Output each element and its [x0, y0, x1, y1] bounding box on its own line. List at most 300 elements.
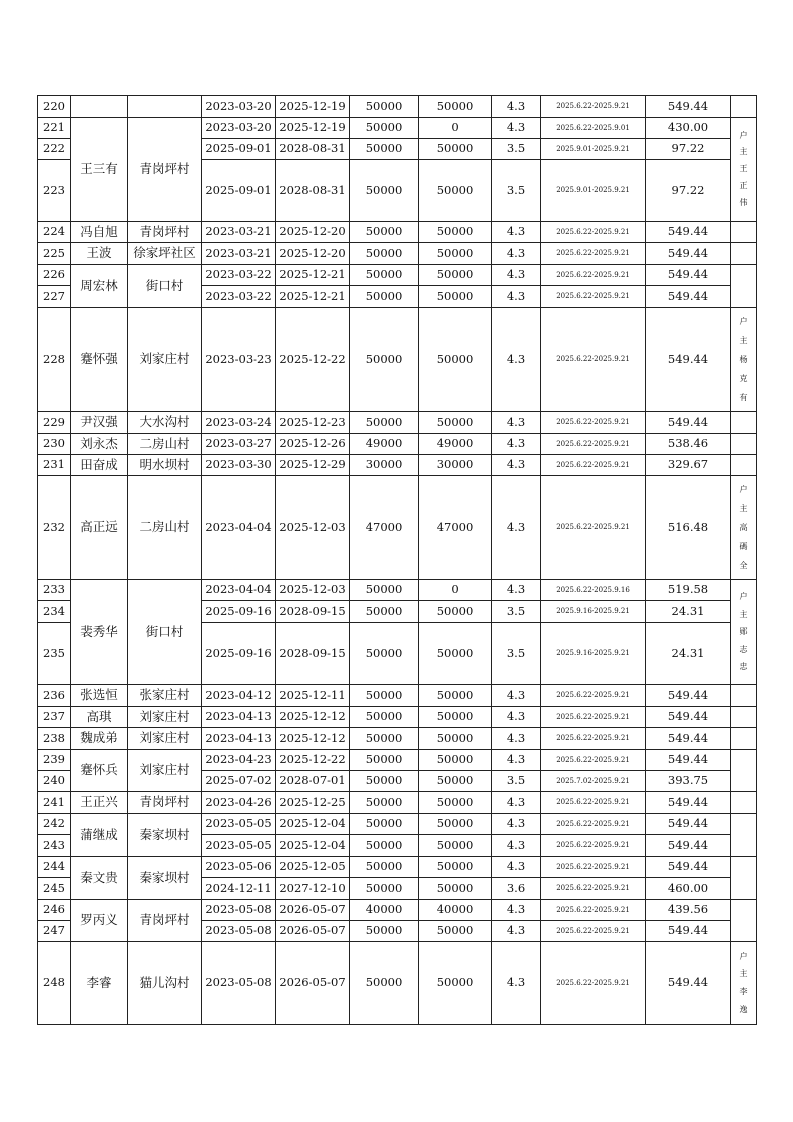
end-date: 2025-12-03 — [276, 476, 350, 580]
end-date: 2028-09-15 — [276, 601, 350, 623]
interest-amount: 329.67 — [646, 455, 731, 476]
loan-amount: 50000 — [350, 878, 419, 900]
interest-rate: 4.3 — [492, 412, 541, 434]
interest-period: 2025.6.22-2025.9.21 — [541, 308, 646, 412]
loan-balance: 50000 — [419, 814, 492, 835]
row-number: 237 — [38, 707, 71, 728]
borrower-name: 李睿 — [71, 942, 128, 1025]
interest-amount: 549.44 — [646, 814, 731, 835]
remark — [731, 243, 757, 265]
interest-period: 2025.6.22-2025.9.21 — [541, 728, 646, 750]
table-row — [38, 243, 757, 265]
interest-amount: 549.44 — [646, 792, 731, 814]
loan-balance: 50000 — [419, 160, 492, 222]
interest-period: 2025.6.22-2025.9.16 — [541, 580, 646, 601]
interest-amount: 393.75 — [646, 771, 731, 792]
start-date: 2023-03-27 — [202, 434, 276, 455]
borrower-name: 周宏林 — [71, 265, 128, 308]
village: 张家庄村 — [128, 685, 202, 707]
interest-amount: 97.22 — [646, 160, 731, 222]
start-date: 2025-09-16 — [202, 623, 276, 685]
interest-amount: 549.44 — [646, 685, 731, 707]
start-date: 2023-05-08 — [202, 942, 276, 1025]
end-date: 2026-05-07 — [276, 921, 350, 942]
village: 青岗坪村 — [128, 900, 202, 942]
interest-amount: 24.31 — [646, 623, 731, 685]
end-date: 2028-08-31 — [276, 160, 350, 222]
start-date: 2023-05-06 — [202, 857, 276, 878]
interest-amount: 549.44 — [646, 942, 731, 1025]
loan-amount: 50000 — [350, 580, 419, 601]
table-row — [38, 750, 757, 771]
start-date: 2023-04-13 — [202, 707, 276, 728]
row-number: 229 — [38, 412, 71, 434]
interest-period: 2025.6.22-2025.9.01 — [541, 118, 646, 139]
loan-balance: 50000 — [419, 921, 492, 942]
interest-rate: 4.3 — [492, 96, 541, 118]
remark — [731, 222, 757, 243]
loan-balance: 50000 — [419, 685, 492, 707]
table-row — [38, 308, 757, 412]
table-row — [38, 476, 757, 580]
loan-amount: 50000 — [350, 160, 419, 222]
interest-period: 2025.7.02-2025.9.21 — [541, 771, 646, 792]
borrower-name: 裴秀华 — [71, 580, 128, 685]
end-date: 2025-12-26 — [276, 434, 350, 455]
interest-rate: 4.3 — [492, 118, 541, 139]
village: 刘家庄村 — [128, 707, 202, 728]
interest-rate: 4.3 — [492, 580, 541, 601]
borrower-name: 张选恒 — [71, 685, 128, 707]
end-date: 2026-05-07 — [276, 900, 350, 921]
remark — [731, 942, 757, 1025]
start-date: 2025-09-01 — [202, 139, 276, 160]
row-number: 231 — [38, 455, 71, 476]
end-date: 2025-12-20 — [276, 222, 350, 243]
start-date: 2023-04-04 — [202, 580, 276, 601]
interest-amount: 516.48 — [646, 476, 731, 580]
borrower-name: 冯自旭 — [71, 222, 128, 243]
remark — [731, 857, 757, 900]
interest-period: 2025.6.22-2025.9.21 — [541, 243, 646, 265]
remark-text: 户主王正伟 — [739, 130, 748, 207]
remark — [731, 900, 757, 942]
interest-period: 2025.6.22-2025.9.21 — [541, 900, 646, 921]
borrower-name: 秦文贵 — [71, 857, 128, 900]
village: 街口村 — [128, 580, 202, 685]
loan-balance: 50000 — [419, 308, 492, 412]
interest-period: 2025.6.22-2025.9.21 — [541, 707, 646, 728]
loan-amount: 47000 — [350, 476, 419, 580]
village: 秦家坝村 — [128, 814, 202, 857]
interest-period: 2025.6.22-2025.9.21 — [541, 835, 646, 857]
start-date: 2023-04-23 — [202, 750, 276, 771]
interest-amount: 549.44 — [646, 265, 731, 286]
interest-amount: 549.44 — [646, 707, 731, 728]
end-date: 2025-12-19 — [276, 96, 350, 118]
row-number: 236 — [38, 685, 71, 707]
interest-amount: 24.31 — [646, 601, 731, 623]
end-date: 2025-12-04 — [276, 814, 350, 835]
interest-period: 2025.6.22-2025.9.21 — [541, 222, 646, 243]
interest-rate: 4.3 — [492, 728, 541, 750]
loan-amount: 50000 — [350, 412, 419, 434]
interest-amount: 549.44 — [646, 243, 731, 265]
borrower-name: 刘永杰 — [71, 434, 128, 455]
loan-balance: 47000 — [419, 476, 492, 580]
table-row — [38, 580, 757, 601]
end-date: 2025-12-23 — [276, 412, 350, 434]
row-number: 238 — [38, 728, 71, 750]
start-date: 2023-05-08 — [202, 900, 276, 921]
table-row — [38, 792, 757, 814]
interest-amount: 549.44 — [646, 750, 731, 771]
table-row — [38, 412, 757, 434]
loan-balance: 50000 — [419, 857, 492, 878]
loan-amount: 50000 — [350, 771, 419, 792]
row-number: 244 — [38, 857, 71, 878]
row-number: 220 — [38, 96, 71, 118]
loan-amount: 50000 — [350, 222, 419, 243]
borrower-name: 王正兴 — [71, 792, 128, 814]
interest-rate: 4.3 — [492, 685, 541, 707]
interest-amount: 97.22 — [646, 139, 731, 160]
table-row — [38, 118, 757, 139]
loan-amount: 40000 — [350, 900, 419, 921]
table-row — [38, 265, 757, 286]
interest-rate: 4.3 — [492, 857, 541, 878]
interest-period: 2025.6.22-2025.9.21 — [541, 286, 646, 308]
loan-balance: 0 — [419, 118, 492, 139]
village: 明水坝村 — [128, 455, 202, 476]
loan-amount: 50000 — [350, 308, 419, 412]
loan-amount: 50000 — [350, 814, 419, 835]
interest-rate: 4.3 — [492, 942, 541, 1025]
remark — [731, 96, 757, 118]
interest-period: 2025.6.22-2025.9.21 — [541, 412, 646, 434]
start-date: 2025-07-02 — [202, 771, 276, 792]
start-date: 2023-03-24 — [202, 412, 276, 434]
interest-period: 2025.6.22-2025.9.21 — [541, 857, 646, 878]
loan-amount: 30000 — [350, 455, 419, 476]
end-date: 2026-05-07 — [276, 942, 350, 1025]
table-row — [38, 857, 757, 878]
table-row — [38, 707, 757, 728]
interest-period: 2025.6.22-2025.9.21 — [541, 750, 646, 771]
table-row — [38, 942, 757, 1025]
interest-rate: 3.5 — [492, 771, 541, 792]
loan-balance: 30000 — [419, 455, 492, 476]
end-date: 2028-08-31 — [276, 139, 350, 160]
table-row — [38, 814, 757, 835]
borrower-name: 高琪 — [71, 707, 128, 728]
row-number: 230 — [38, 434, 71, 455]
interest-rate: 4.3 — [492, 792, 541, 814]
row-number: 223 — [38, 160, 71, 222]
loan-balance: 50000 — [419, 243, 492, 265]
start-date: 2023-03-22 — [202, 286, 276, 308]
interest-amount: 430.00 — [646, 118, 731, 139]
borrower-name: 罗丙义 — [71, 900, 128, 942]
loan-amount: 50000 — [350, 623, 419, 685]
loan-amount: 50000 — [350, 857, 419, 878]
interest-period: 2025.6.22-2025.9.21 — [541, 265, 646, 286]
start-date: 2023-03-30 — [202, 455, 276, 476]
end-date: 2025-12-05 — [276, 857, 350, 878]
remark — [731, 707, 757, 728]
remark — [731, 476, 757, 580]
borrower-name: 蹇怀强 — [71, 308, 128, 412]
remark — [731, 412, 757, 434]
loan-amount: 50000 — [350, 750, 419, 771]
interest-rate: 3.5 — [492, 139, 541, 160]
table-row — [38, 900, 757, 921]
interest-amount: 549.44 — [646, 857, 731, 878]
start-date: 2023-05-05 — [202, 835, 276, 857]
loan-amount: 50000 — [350, 601, 419, 623]
end-date: 2027-12-10 — [276, 878, 350, 900]
row-number: 232 — [38, 476, 71, 580]
start-date: 2023-04-12 — [202, 685, 276, 707]
table-row — [38, 685, 757, 707]
interest-rate: 3.5 — [492, 601, 541, 623]
row-number: 246 — [38, 900, 71, 921]
borrower-name: 王波 — [71, 243, 128, 265]
row-number: 222 — [38, 139, 71, 160]
remark-text: 户主郧志忠 — [739, 592, 748, 672]
loan-balance: 50000 — [419, 771, 492, 792]
row-number: 247 — [38, 921, 71, 942]
interest-period: 2025.6.22-2025.9.21 — [541, 434, 646, 455]
borrower-name: 蒲继成 — [71, 814, 128, 857]
row-number: 235 — [38, 623, 71, 685]
remark — [731, 308, 757, 412]
borrower-name: 田奋成 — [71, 455, 128, 476]
village: 刘家庄村 — [128, 750, 202, 792]
interest-rate: 4.3 — [492, 434, 541, 455]
interest-period: 2025.6.22-2025.9.21 — [541, 455, 646, 476]
borrower-name — [71, 96, 128, 118]
interest-rate: 4.3 — [492, 286, 541, 308]
borrower-name: 尹汉强 — [71, 412, 128, 434]
loan-amount: 50000 — [350, 942, 419, 1025]
interest-amount: 549.44 — [646, 222, 731, 243]
village: 二房山村 — [128, 434, 202, 455]
row-number: 243 — [38, 835, 71, 857]
end-date: 2028-09-15 — [276, 623, 350, 685]
interest-rate: 4.3 — [492, 707, 541, 728]
loan-balance: 0 — [419, 580, 492, 601]
interest-period: 2025.9.01-2025.9.21 — [541, 160, 646, 222]
row-number: 224 — [38, 222, 71, 243]
interest-period: 2025.9.16-2025.9.21 — [541, 623, 646, 685]
interest-amount: 549.44 — [646, 412, 731, 434]
end-date: 2025-12-21 — [276, 265, 350, 286]
interest-rate: 4.3 — [492, 243, 541, 265]
interest-period: 2025.6.22-2025.9.21 — [541, 476, 646, 580]
interest-amount: 549.44 — [646, 308, 731, 412]
interest-rate: 3.5 — [492, 160, 541, 222]
table-row — [38, 222, 757, 243]
interest-rate: 4.3 — [492, 476, 541, 580]
start-date: 2024-12-11 — [202, 878, 276, 900]
loan-balance: 50000 — [419, 139, 492, 160]
loan-amount: 50000 — [350, 265, 419, 286]
table-row — [38, 434, 757, 455]
loan-balance: 50000 — [419, 707, 492, 728]
interest-rate: 4.3 — [492, 455, 541, 476]
end-date: 2025-12-22 — [276, 308, 350, 412]
remark — [731, 792, 757, 814]
loan-balance: 50000 — [419, 750, 492, 771]
loan-amount: 50000 — [350, 792, 419, 814]
row-number: 221 — [38, 118, 71, 139]
start-date: 2023-04-26 — [202, 792, 276, 814]
village: 秦家坝村 — [128, 857, 202, 900]
remark — [731, 265, 757, 308]
row-number: 242 — [38, 814, 71, 835]
loan-balance: 50000 — [419, 878, 492, 900]
start-date: 2025-09-16 — [202, 601, 276, 623]
interest-period: 2025.6.22-2025.9.21 — [541, 921, 646, 942]
table-row — [38, 96, 757, 118]
start-date: 2023-03-20 — [202, 118, 276, 139]
remark — [731, 750, 757, 792]
loan-amount: 50000 — [350, 243, 419, 265]
borrower-name: 魏成弟 — [71, 728, 128, 750]
remark — [731, 685, 757, 707]
interest-rate: 4.3 — [492, 900, 541, 921]
interest-amount: 538.46 — [646, 434, 731, 455]
loan-amount: 50000 — [350, 921, 419, 942]
village: 大水沟村 — [128, 412, 202, 434]
row-number: 239 — [38, 750, 71, 771]
interest-rate: 4.3 — [492, 835, 541, 857]
end-date: 2025-12-12 — [276, 728, 350, 750]
start-date: 2025-09-01 — [202, 160, 276, 222]
interest-amount: 549.44 — [646, 96, 731, 118]
interest-amount: 519.58 — [646, 580, 731, 601]
borrower-name: 蹇怀兵 — [71, 750, 128, 792]
start-date: 2023-03-21 — [202, 243, 276, 265]
village: 刘家庄村 — [128, 308, 202, 412]
loan-amount: 50000 — [350, 835, 419, 857]
loan-balance: 49000 — [419, 434, 492, 455]
interest-amount: 549.44 — [646, 728, 731, 750]
end-date: 2025-12-03 — [276, 580, 350, 601]
start-date: 2023-05-05 — [202, 814, 276, 835]
interest-period: 2025.6.22-2025.9.21 — [541, 685, 646, 707]
start-date: 2023-03-21 — [202, 222, 276, 243]
loan-balance: 50000 — [419, 601, 492, 623]
start-date: 2023-05-08 — [202, 921, 276, 942]
remark-text: 户主杨克有 — [739, 316, 748, 403]
end-date: 2025-12-22 — [276, 750, 350, 771]
loan-balance: 50000 — [419, 835, 492, 857]
remark — [731, 434, 757, 455]
interest-rate: 4.3 — [492, 308, 541, 412]
village: 青岗坪村 — [128, 792, 202, 814]
village: 猫儿沟村 — [128, 942, 202, 1025]
end-date: 2025-12-25 — [276, 792, 350, 814]
interest-period: 2025.6.22-2025.9.21 — [541, 814, 646, 835]
table-row — [38, 728, 757, 750]
village: 青岗坪村 — [128, 222, 202, 243]
interest-period: 2025.6.22-2025.9.21 — [541, 96, 646, 118]
start-date: 2023-04-04 — [202, 476, 276, 580]
interest-period: 2025.9.01-2025.9.21 — [541, 139, 646, 160]
loan-amount: 50000 — [350, 118, 419, 139]
end-date: 2025-12-29 — [276, 455, 350, 476]
village: 徐家坪社区 — [128, 243, 202, 265]
interest-rate: 4.3 — [492, 814, 541, 835]
interest-period: 2025.6.22-2025.9.21 — [541, 942, 646, 1025]
interest-rate: 4.3 — [492, 921, 541, 942]
end-date: 2025-12-20 — [276, 243, 350, 265]
row-number: 228 — [38, 308, 71, 412]
loan-amount: 49000 — [350, 434, 419, 455]
row-number: 225 — [38, 243, 71, 265]
start-date: 2023-03-22 — [202, 265, 276, 286]
loan-balance: 50000 — [419, 412, 492, 434]
loan-balance: 50000 — [419, 942, 492, 1025]
loan-amount: 50000 — [350, 96, 419, 118]
loan-amount: 50000 — [350, 707, 419, 728]
end-date: 2025-12-19 — [276, 118, 350, 139]
loan-balance: 50000 — [419, 96, 492, 118]
interest-rate: 4.3 — [492, 222, 541, 243]
interest-amount: 549.44 — [646, 286, 731, 308]
start-date: 2023-04-13 — [202, 728, 276, 750]
end-date: 2025-12-04 — [276, 835, 350, 857]
interest-amount: 460.00 — [646, 878, 731, 900]
interest-period: 2025.9.16-2025.9.21 — [541, 601, 646, 623]
remark — [731, 118, 757, 222]
loan-amount: 50000 — [350, 139, 419, 160]
interest-amount: 439.56 — [646, 900, 731, 921]
interest-amount: 549.44 — [646, 835, 731, 857]
row-number: 226 — [38, 265, 71, 286]
interest-rate: 3.5 — [492, 623, 541, 685]
remark — [731, 580, 757, 685]
loan-amount: 50000 — [350, 286, 419, 308]
remark — [731, 814, 757, 857]
interest-rate: 4.3 — [492, 750, 541, 771]
interest-rate: 3.6 — [492, 878, 541, 900]
table-row — [38, 455, 757, 476]
row-number: 233 — [38, 580, 71, 601]
loan-amount: 50000 — [350, 685, 419, 707]
remark-text: 户主李逸 — [739, 951, 748, 1014]
end-date: 2025-12-12 — [276, 707, 350, 728]
loan-balance: 50000 — [419, 623, 492, 685]
loan-balance: 50000 — [419, 728, 492, 750]
end-date: 2028-07-01 — [276, 771, 350, 792]
row-number: 248 — [38, 942, 71, 1025]
loan-balance: 50000 — [419, 792, 492, 814]
loan-balance: 50000 — [419, 222, 492, 243]
row-number: 227 — [38, 286, 71, 308]
village: 街口村 — [128, 265, 202, 308]
end-date: 2025-12-21 — [276, 286, 350, 308]
row-number: 240 — [38, 771, 71, 792]
interest-rate: 4.3 — [492, 265, 541, 286]
interest-period: 2025.6.22-2025.9.21 — [541, 792, 646, 814]
start-date: 2023-03-20 — [202, 96, 276, 118]
village: 二房山村 — [128, 476, 202, 580]
borrower-name: 王三有 — [71, 118, 128, 222]
loan-balance: 50000 — [419, 286, 492, 308]
